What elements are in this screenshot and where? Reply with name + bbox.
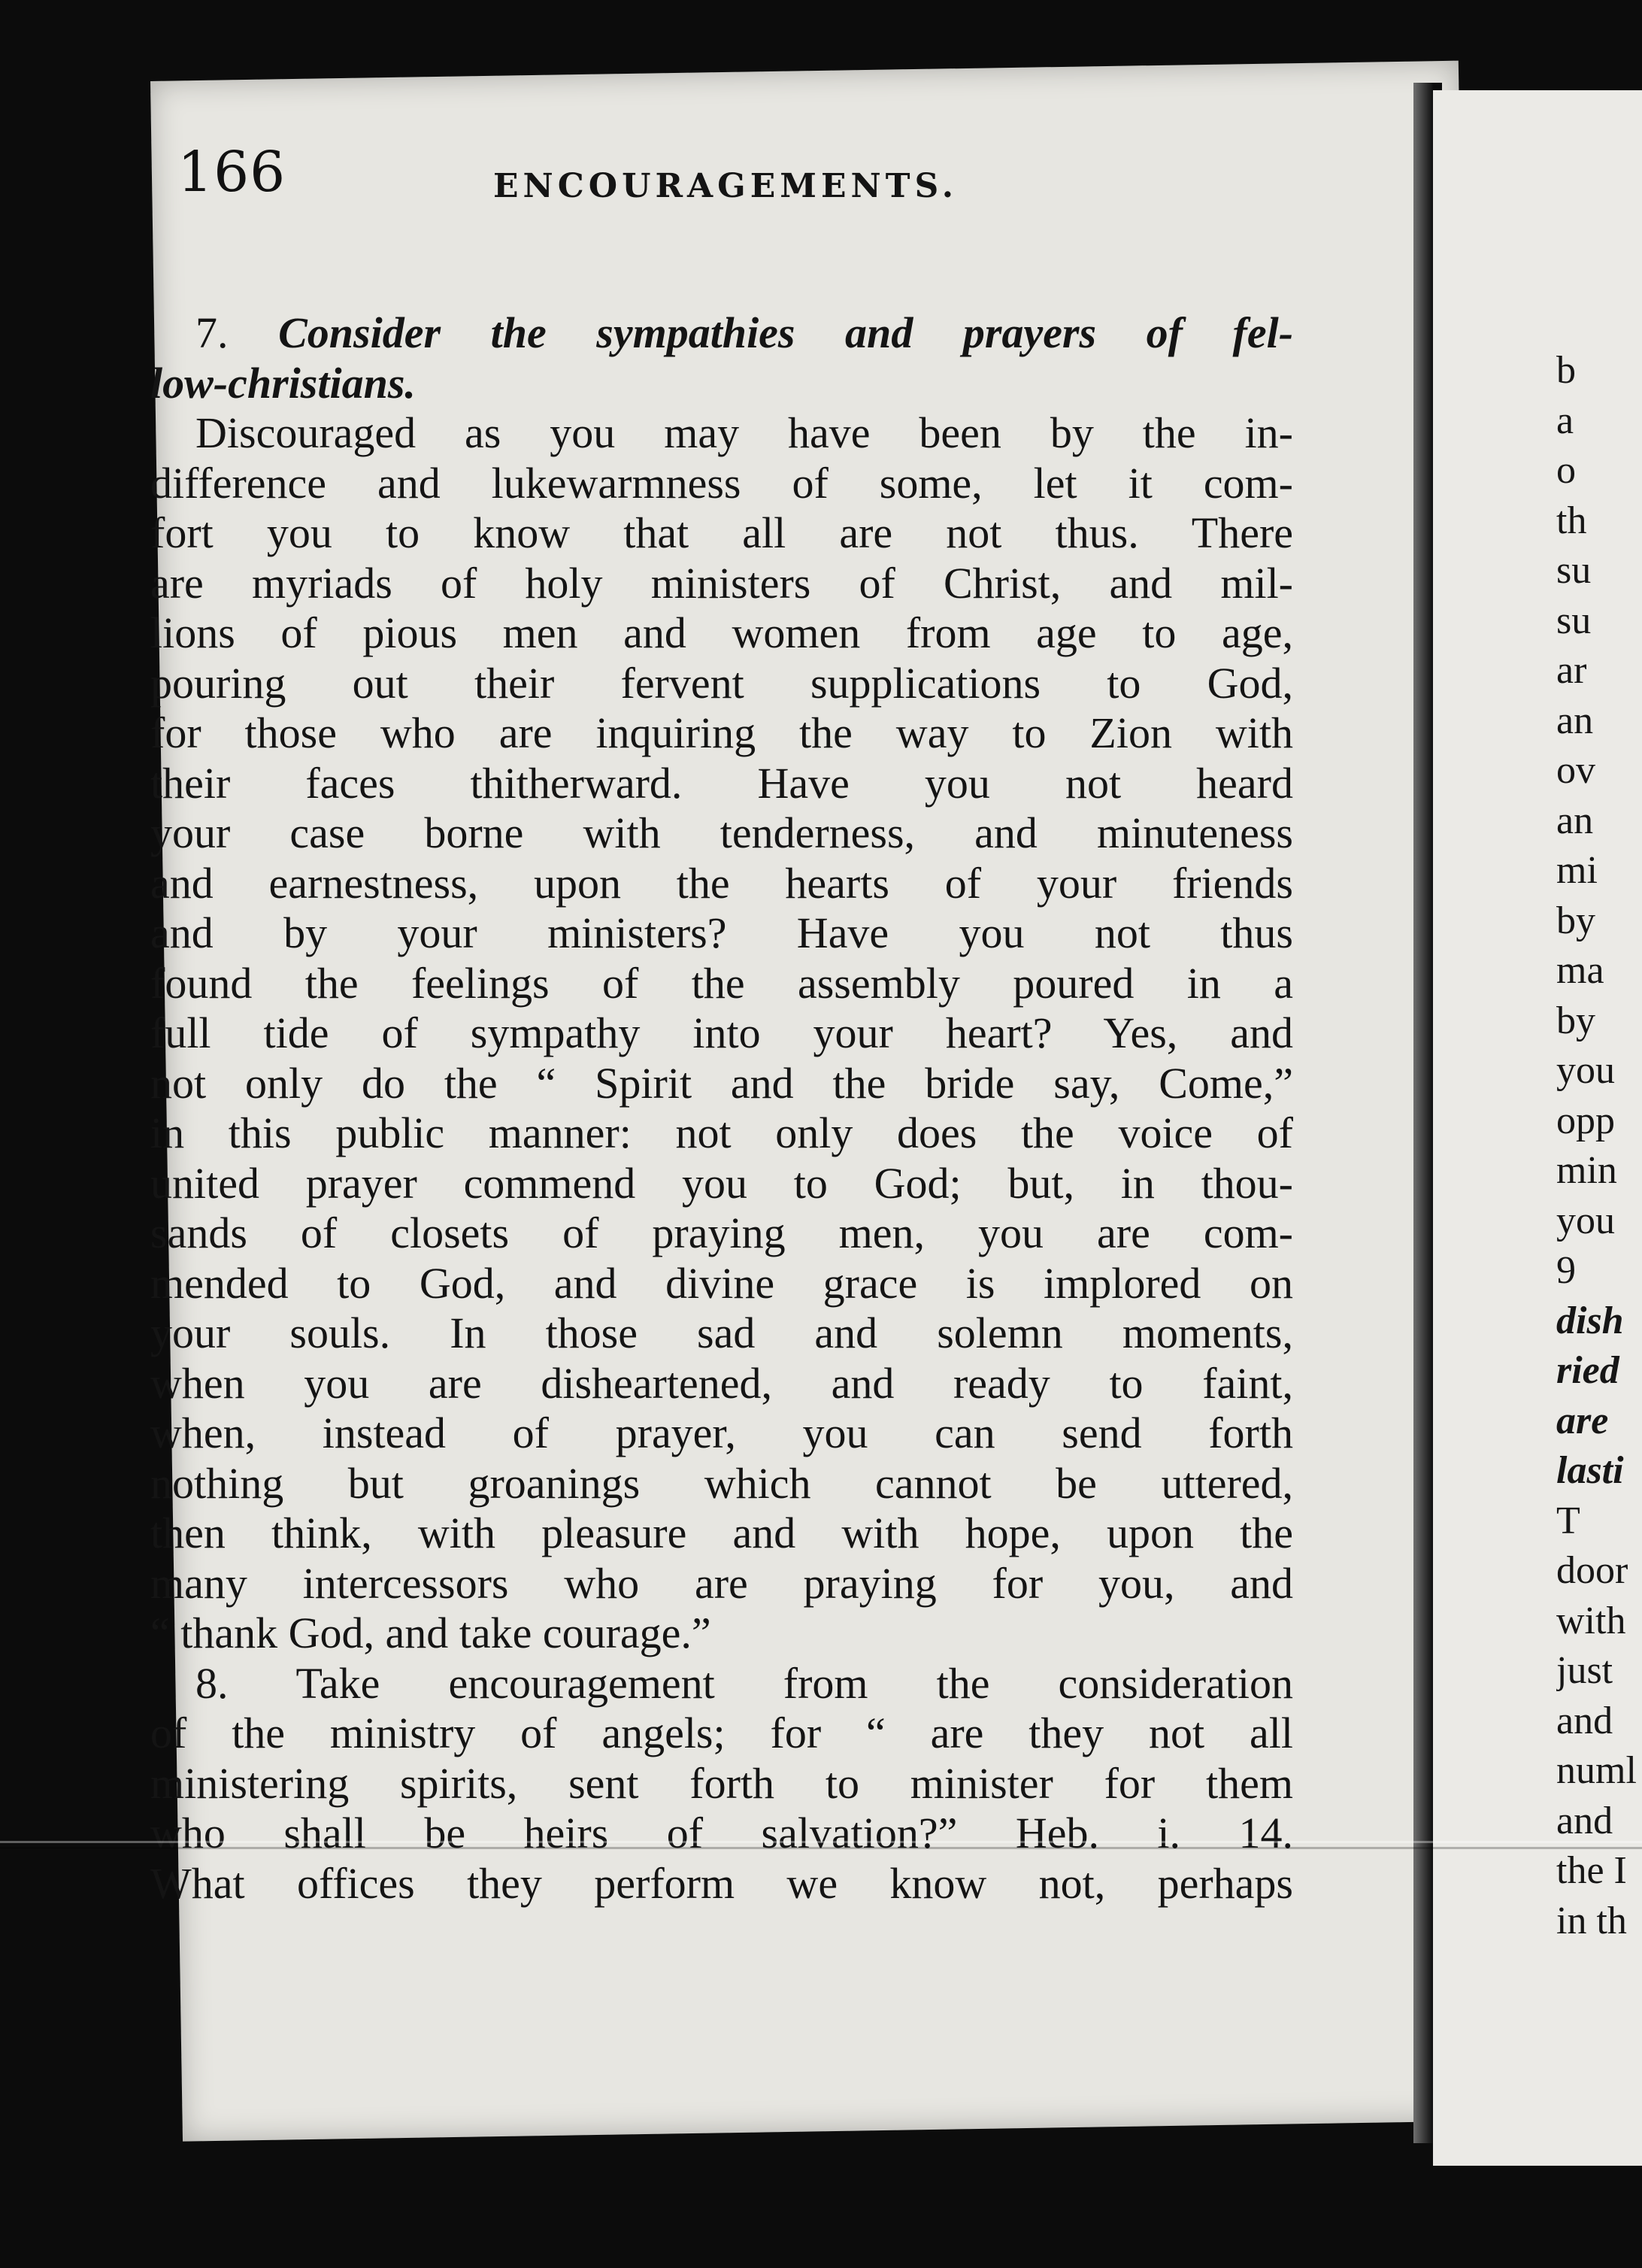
text-line: in this public manner: not only does the voice of xyxy=(150,1108,1293,1157)
fragment-line: ov xyxy=(1556,749,1595,792)
fragment-line: su xyxy=(1556,599,1592,642)
text-line: “ thank God, and take courage.” xyxy=(150,1609,711,1657)
fragment-line: lasti xyxy=(1556,1449,1624,1492)
italic-phrase: Consider the sympathies and prayers of fel- xyxy=(278,308,1294,357)
fragment-line: the I xyxy=(1556,1849,1627,1892)
text-line: 7. Consider the sympathies and prayers of fel- xyxy=(195,308,1294,357)
text-line: 8. Take encouragement from the consideration xyxy=(195,1658,1293,1708)
text-line: your souls. In those sad and solemn moments, xyxy=(150,1308,1293,1357)
fragment-line: ma xyxy=(1556,949,1604,992)
running-head: ENCOURAGEMENTS. xyxy=(493,167,959,205)
text-line: your case borne with tenderness, and minuteness xyxy=(150,808,1293,857)
fragment-line: by xyxy=(1556,999,1595,1042)
fragment-line: just xyxy=(1556,1649,1613,1692)
text-line: lions of pious men and women from age to age, xyxy=(150,608,1293,657)
text-line: for those who are inquiring the way to Zion with xyxy=(150,708,1293,757)
fragment-line: mi xyxy=(1556,849,1598,892)
text-line: sands of closets of praying men, you are com- xyxy=(150,1208,1293,1257)
text-line: their faces thitherward. Have you not heard xyxy=(150,758,1293,808)
fragment-line: ar xyxy=(1556,649,1587,692)
fragment-line: with xyxy=(1556,1599,1626,1642)
text-line: and earnestness, upon the hearts of your friends xyxy=(150,858,1293,908)
fragment-line: ried xyxy=(1556,1349,1619,1392)
text-line: ministering spirits, sent forth to minister for them xyxy=(150,1758,1293,1808)
text-line: mended to God, and divine grace is implored on xyxy=(150,1258,1293,1308)
text-line: and by your ministers? Have you not thus xyxy=(150,908,1293,957)
right-page-text-fragments xyxy=(1556,346,1642,1946)
fragment-line: dish xyxy=(1556,1299,1624,1342)
fragment-line: o xyxy=(1556,449,1576,492)
fragment-line: are xyxy=(1556,1399,1609,1442)
body-text xyxy=(150,308,1293,1909)
text-line: found the feelings of the assembly poured in a xyxy=(150,958,1293,1008)
text-line: pouring out their fervent supplications to God, xyxy=(150,658,1293,708)
text-line: full tide of sympathy into your heart? Yes, and xyxy=(150,1008,1293,1057)
fragment-line: 9 xyxy=(1556,1249,1576,1292)
fragment-line: su xyxy=(1556,549,1592,592)
fragment-line: you xyxy=(1556,1199,1615,1242)
page-header xyxy=(177,140,1305,245)
scan-artifact-line xyxy=(0,1841,1642,1843)
text-line: What offices they perform we know not, perhaps xyxy=(150,1858,1293,1908)
text-line: not only do the “ Spirit and the bride say, Come,” xyxy=(150,1058,1293,1108)
text-line: many intercessors who are praying for you, and xyxy=(150,1558,1293,1608)
text-line: Discouraged as you may have been by the in- xyxy=(195,408,1293,457)
text-line: nothing but groanings which cannot be uttered, xyxy=(150,1458,1293,1508)
fragment-line: th xyxy=(1556,499,1587,542)
fragment-line: min xyxy=(1556,1149,1617,1192)
fragment-line: you xyxy=(1556,1049,1615,1092)
text-line xyxy=(150,359,1293,409)
fragment-line: an xyxy=(1556,699,1594,742)
text-line: fort you to know that all are not thus. There xyxy=(150,508,1293,557)
text-line: united prayer commend you to God; but, in thou- xyxy=(150,1158,1293,1208)
fragment-line: T xyxy=(1556,1499,1580,1542)
fragment-line: by xyxy=(1556,899,1595,942)
text-line: of the ministry of angels; for “ are they not all xyxy=(150,1709,1293,1757)
text-line: are myriads of holy ministers of Christ, and mil- xyxy=(150,558,1293,608)
fragment-line: an xyxy=(1556,799,1594,842)
text-line: then think, with pleasure and with hope, upon the xyxy=(150,1508,1293,1557)
fragment-line: and xyxy=(1556,1699,1613,1742)
fragment-line: b xyxy=(1556,349,1576,392)
scan-artifact-line-shadow xyxy=(0,1847,1642,1849)
italic-phrase: low-christians. xyxy=(150,358,416,408)
fragment-line: numl xyxy=(1556,1749,1637,1792)
text-line: who shall be heirs of salvation?” Heb. i. 14. xyxy=(150,1809,1293,1857)
page-number: 166 xyxy=(177,140,286,205)
text-line: when you are disheartened, and ready to faint, xyxy=(150,1358,1293,1408)
fragment-line: a xyxy=(1556,399,1574,442)
fragment-line: door xyxy=(1556,1549,1628,1592)
fragment-line: opp xyxy=(1556,1099,1615,1142)
text-line: difference and lukewarmness of some, let it com- xyxy=(150,458,1293,508)
fragment-line: in th xyxy=(1556,1899,1627,1942)
fragment-line: and xyxy=(1556,1799,1613,1842)
text-line: when, instead of prayer, you can send forth xyxy=(150,1408,1293,1457)
